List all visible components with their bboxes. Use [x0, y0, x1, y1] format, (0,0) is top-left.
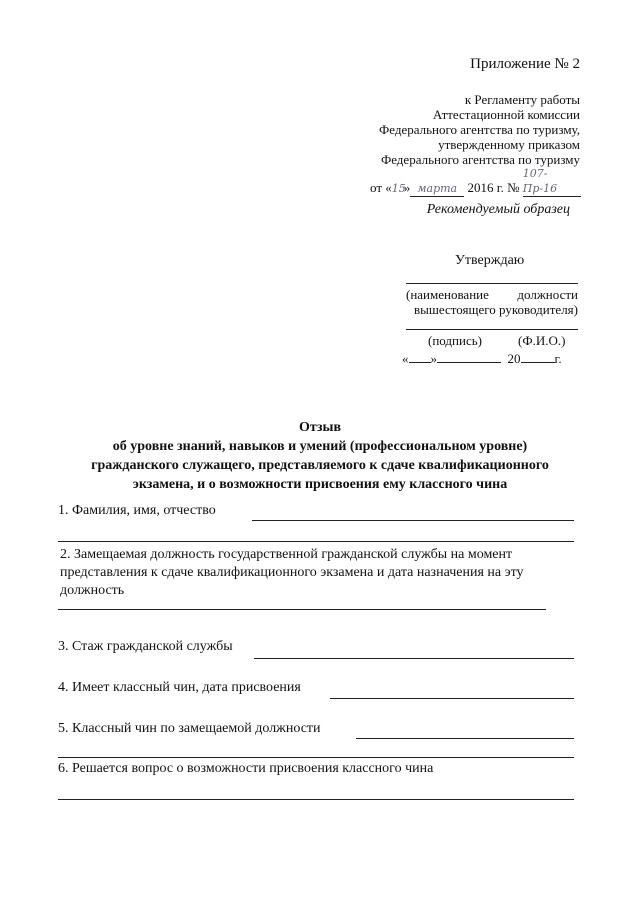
- appendix-line: Федерального агентства по туризму: [380, 152, 580, 167]
- item-position: [60, 546, 524, 600]
- date-close-quote: »: [430, 351, 437, 366]
- day-blank: [409, 362, 431, 363]
- month-blank: [437, 362, 501, 363]
- service-length-field[interactable]: [254, 658, 574, 659]
- year-blank: [521, 362, 555, 363]
- document-heading: [40, 418, 600, 494]
- rank-for-position-field[interactable]: [356, 738, 574, 739]
- date-day: 15: [391, 182, 406, 195]
- heading-title: Отзыв: [298, 420, 342, 435]
- position-caption-line2: вышестоящего руководителя): [413, 302, 578, 317]
- rank-for-position-field-extra[interactable]: [58, 757, 574, 758]
- position-line: [406, 283, 578, 284]
- item-position-line: представления к сдаче квалификационного экзамена и дата назначения на эту: [60, 565, 524, 580]
- appendix-line: утвержденному приказом: [438, 137, 580, 152]
- position-caption-right: должности: [517, 287, 578, 302]
- year-suffix: г.: [554, 351, 562, 366]
- heading-line: об уровне знаний, навыков и умений (профессиональном уровне): [112, 439, 528, 454]
- appendix-reference: [379, 92, 580, 167]
- signature-line: [406, 329, 578, 330]
- date-open-quote: «: [402, 351, 409, 366]
- appendix-title: Приложение № 2: [470, 56, 580, 72]
- heading-line: экзамена, и о возможности присвоения ему классного чина: [132, 477, 508, 492]
- position-field[interactable]: [58, 609, 546, 610]
- item-rank-decision: 6. Решается вопрос о возможности присвоения классного чина: [58, 761, 434, 776]
- item-class-rank: 4. Имеет классный чин, дата присвоения: [58, 680, 301, 695]
- appendix-line: к Регламенту работы: [464, 92, 580, 107]
- approve-date-line: [402, 351, 582, 367]
- year-prefix: 20: [507, 351, 521, 366]
- fio-caption: (Ф.И.О.): [518, 333, 566, 348]
- item-service-length: 3. Стаж гражданской службы: [58, 639, 233, 654]
- rank-decision-field[interactable]: [58, 799, 574, 800]
- sample-note: Рекомендуемый образец: [426, 202, 570, 217]
- approve-title: Утверждаю: [455, 253, 525, 268]
- full-name-field[interactable]: [252, 520, 574, 521]
- order-number: 107-Пр-16: [523, 166, 581, 197]
- date-month: марта: [410, 181, 464, 197]
- position-caption-left: (наименование: [406, 287, 489, 302]
- full-name-field-extra[interactable]: [58, 541, 574, 542]
- item-full-name: 1. Фамилия, имя, отчество: [58, 503, 216, 518]
- item-position-line: 2. Замещаемая должность государственной гражданской службы на момент: [60, 547, 513, 562]
- date-prefix: от «: [370, 180, 392, 195]
- position-caption: [406, 287, 578, 317]
- class-rank-field[interactable]: [330, 698, 574, 699]
- date-year: 2016 г. №: [467, 180, 520, 195]
- heading-line: гражданского служащего, представляемого к сдаче квалификационного: [91, 458, 549, 473]
- item-position-line: должность: [60, 583, 125, 598]
- signature-caption: (подпись): [428, 333, 482, 348]
- appendix-line: Федерального агентства по туризму,: [378, 122, 580, 137]
- date-mid: »: [403, 180, 411, 195]
- appendix-line: Аттестационной комиссии: [432, 107, 580, 122]
- item-rank-for-position: 5. Классный чин по замещаемой должности: [58, 721, 321, 736]
- order-date-line: [370, 166, 590, 195]
